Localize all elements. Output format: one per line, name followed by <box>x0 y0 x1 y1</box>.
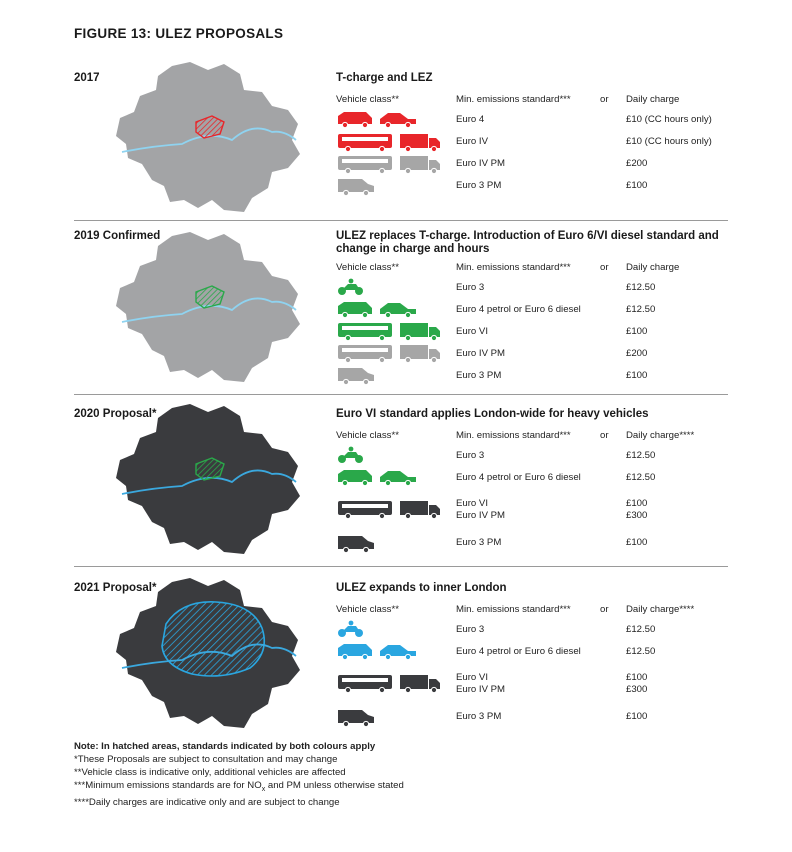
row-charge: £200 <box>626 348 648 359</box>
col-vehicle-class: Vehicle class** <box>336 430 399 441</box>
divider <box>74 220 728 221</box>
col-or: or <box>600 604 609 615</box>
section-2020 <box>74 408 728 568</box>
col-or: or <box>600 262 609 273</box>
section-year: 2020 Proposal* <box>74 408 157 420</box>
row-standard: Euro 3 PM <box>456 180 502 191</box>
row-charge: £12.50 <box>626 450 656 461</box>
bus-truck-icon <box>336 343 446 363</box>
row-standard: Euro 3 <box>456 624 485 635</box>
row-standard: Euro 4 petrol or Euro 6 diesel <box>456 304 581 315</box>
section-heading: T-charge and LEZ <box>336 72 433 84</box>
row-charge: £100 <box>626 326 648 337</box>
footnotes <box>74 740 404 809</box>
row-standard: Euro VI <box>456 672 488 683</box>
row-charge: £100 <box>626 498 648 509</box>
row-charge: £100 <box>626 672 648 683</box>
motorcycle-icon <box>336 446 366 464</box>
row-charge: £100 <box>626 370 648 381</box>
row-standard: Euro 3 <box>456 282 485 293</box>
col-daily-charge: Daily charge <box>626 94 680 105</box>
row-standard: Euro IV <box>456 136 488 147</box>
london-map-icon <box>112 402 304 558</box>
row-standard: Euro 4 petrol or Euro 6 diesel <box>456 646 581 657</box>
row-charge: £12.50 <box>626 282 656 293</box>
bus-truck-icon <box>336 132 446 152</box>
col-daily-charge: Daily charge <box>626 262 680 273</box>
section-heading: Euro VI standard applies London-wide for heavy vehicles <box>336 408 649 420</box>
note-1: *These Proposals are subject to consultation and may change <box>74 754 338 765</box>
divider <box>74 566 728 567</box>
col-or: or <box>600 94 609 105</box>
motorcycle-icon <box>336 278 366 296</box>
col-vehicle-class: Vehicle class** <box>336 262 399 273</box>
row-standard: Euro IV PM <box>456 348 506 359</box>
car-icon <box>336 110 426 128</box>
section-year: 2019 Confirmed <box>74 230 161 242</box>
bus-truck-icon <box>336 321 446 341</box>
van-icon <box>336 533 386 553</box>
london-map-icon <box>112 576 304 732</box>
row-charge: £12.50 <box>626 472 656 483</box>
col-min-standard: Min. emissions standard*** <box>456 430 571 441</box>
motorcycle-icon <box>336 620 366 638</box>
van-icon <box>336 365 386 385</box>
row-standard: Euro 3 <box>456 450 485 461</box>
section-2017 <box>74 72 728 222</box>
row-charge: £10 (CC hours only) <box>626 136 712 147</box>
london-map-icon <box>112 230 304 386</box>
row-standard: Euro IV PM <box>456 158 506 169</box>
section-year: 2017 <box>74 72 100 84</box>
car-icon <box>336 642 426 660</box>
divider <box>74 394 728 395</box>
note-hatched: Note: In hatched areas, standards indicated by both colours apply <box>74 741 376 752</box>
row-standard: Euro 4 petrol or Euro 6 diesel <box>456 472 581 483</box>
row-standard: Euro IV PM <box>456 684 506 695</box>
note-4: ****Daily charges are indicative only and are subject to change <box>74 796 340 808</box>
figure-title: FIGURE 13: ULEZ PROPOSALS <box>74 26 284 41</box>
col-min-standard: Min. emissions standard*** <box>456 604 571 615</box>
col-daily-charge: Daily charge**** <box>626 604 695 615</box>
row-standard: Euro IV PM <box>456 510 506 521</box>
row-standard: Euro 3 PM <box>456 537 502 548</box>
row-charge: £10 (CC hours only) <box>626 114 712 125</box>
note-3-text: ***Minimum emissions standards are for NO <box>74 780 262 791</box>
section-2019 <box>74 230 728 396</box>
note-3 <box>74 779 404 796</box>
col-daily-charge: Daily charge**** <box>626 430 695 441</box>
bus-truck-icon <box>336 499 446 519</box>
row-charge: £300 <box>626 684 648 695</box>
row-standard: Euro VI <box>456 498 488 509</box>
row-standard: Euro 3 PM <box>456 370 502 381</box>
row-charge: £100 <box>626 537 648 548</box>
row-charge: £12.50 <box>626 304 656 315</box>
section-2021 <box>74 582 728 732</box>
note-3-tail: and PM unless otherwise stated <box>265 780 404 791</box>
row-standard: Euro 3 PM <box>456 711 502 722</box>
section-heading: ULEZ expands to inner London <box>336 582 507 594</box>
row-charge: £100 <box>626 711 648 722</box>
row-standard: Euro VI <box>456 326 488 337</box>
car-icon <box>336 468 426 486</box>
section-year: 2021 Proposal* <box>74 582 157 594</box>
col-min-standard: Min. emissions standard*** <box>456 262 571 273</box>
col-vehicle-class: Vehicle class** <box>336 94 399 105</box>
row-charge: £100 <box>626 180 648 191</box>
col-min-standard: Min. emissions standard*** <box>456 94 571 105</box>
row-charge: £12.50 <box>626 646 656 657</box>
van-icon <box>336 707 386 727</box>
car-icon <box>336 300 426 318</box>
note-3-subscript: x <box>261 785 266 793</box>
bus-truck-icon <box>336 154 446 174</box>
row-charge: £200 <box>626 158 648 169</box>
van-icon <box>336 176 386 196</box>
section-heading: ULEZ replaces T-charge. Introduction of Euro 6/VI diesel standard and change in charge and hours <box>336 230 719 255</box>
col-vehicle-class: Vehicle class** <box>336 604 399 615</box>
row-charge: £12.50 <box>626 624 656 635</box>
london-map-icon <box>112 60 304 216</box>
bus-truck-icon <box>336 673 446 693</box>
row-standard: Euro 4 <box>456 114 485 125</box>
note-2: **Vehicle class is indicative only, additional vehicles are affected <box>74 767 346 778</box>
col-or: or <box>600 430 609 441</box>
row-charge: £300 <box>626 510 648 521</box>
